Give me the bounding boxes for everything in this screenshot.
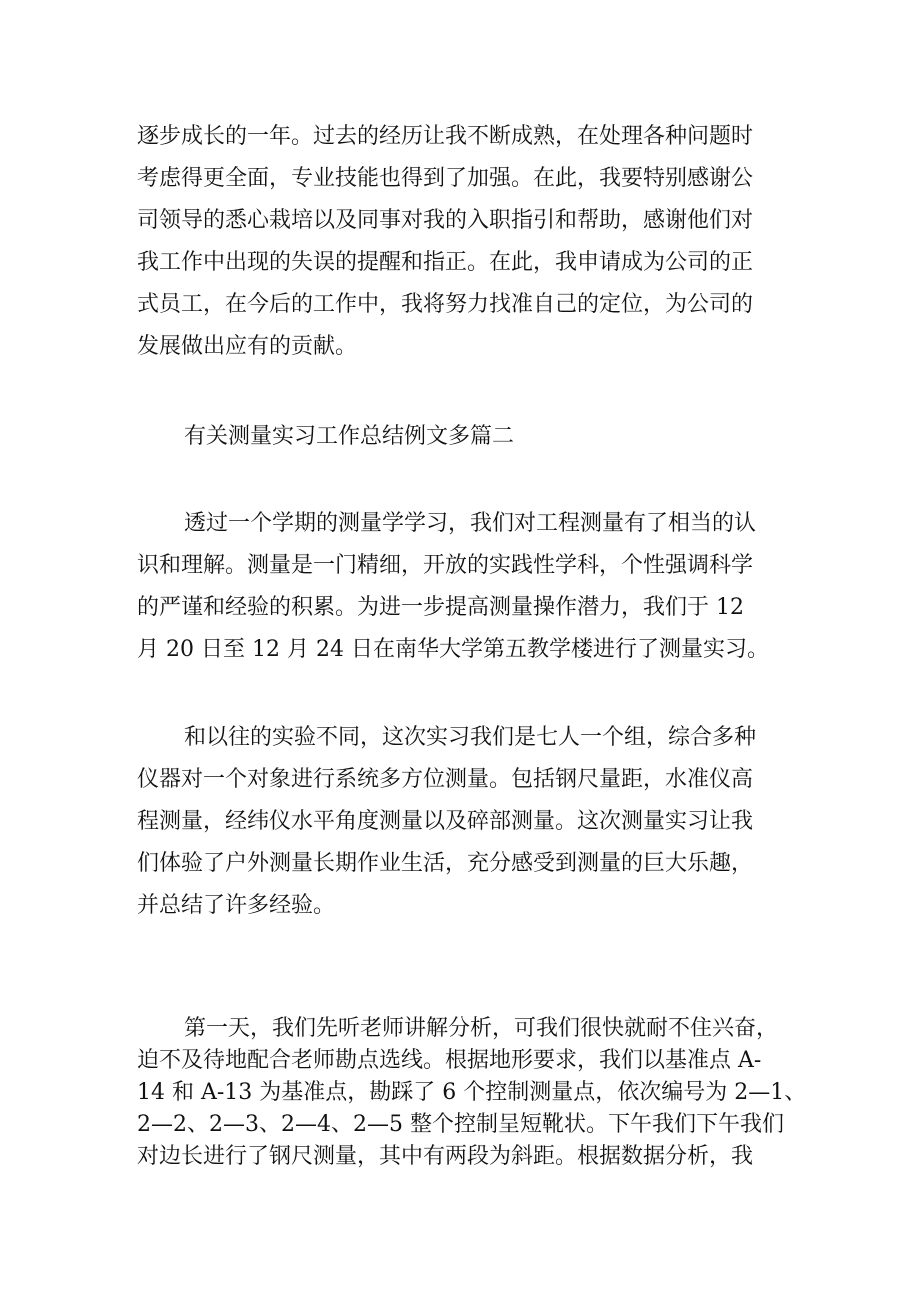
paragraph-4 [137, 1013, 807, 1173]
paragraph-line: 迫不及待地配合老师勘点选线。根据地形要求，我们以基准点 A- [137, 1048, 762, 1073]
paragraph-3 [137, 717, 787, 927]
paragraph-line: 司领导的悉心栽培以及同事对我的入职指引和帮助，感谢他们对 [137, 208, 754, 233]
paragraph-line: 第一天，我们先听老师讲解分析，可我们很快就耐不住兴奋， [184, 1016, 779, 1041]
section-heading [137, 416, 787, 458]
paragraph-line: 考虑得更全面，专业技能也得到了加强。在此，我要特别感谢公 [137, 166, 754, 191]
paragraph-line: 和以往的实验不同，这次实习我们是七人一个组，综合多种 [184, 725, 757, 750]
paragraph-line: 并总结了许多经验。 [137, 893, 336, 918]
paragraph-line: 式员工，在今后的工作中，我将努力找准自己的定位，为公司的 [137, 292, 754, 317]
paragraph-line: 程测量，经纬仪水平角度测量以及碎部测量。这次测量实习让我 [137, 809, 754, 834]
paragraph-line: 透过一个学期的测量学学习，我们对工程测量有了相当的认 [184, 511, 757, 536]
paragraph-line: 2—2、2—3、2—4、2—5 整个控制呈短靴状。下午我们下午我们 [137, 1112, 784, 1137]
paragraph-line: 14 和 A-13 为基准点，勘踩了 6 个控制测量点，依次编号为 2—1、 [137, 1080, 807, 1105]
paragraph-line: 仪器对一个对象进行系统多方位测量。包括钢尺量距，水准仪高 [137, 767, 754, 792]
paragraph-line: 对边长进行了钢尺测量，其中有两段为斜距。根据数据分析，我 [137, 1144, 754, 1169]
paragraph-line: 的严谨和经验的积累。为进一步提高测量操作潜力，我们于 12 [137, 595, 744, 620]
paragraph-2 [137, 503, 787, 671]
paragraph-line: 逐步成长的一年。过去的经历让我不断成熟，在处理各种问题时 [137, 124, 754, 149]
paragraph-line: 识和理解。测量是一门精细，开放的实践性学科，个性强调科学 [137, 553, 754, 578]
paragraph-line: 们体验了户外测量长期作业生活，充分感受到测量的巨大乐趣， [137, 851, 754, 876]
paragraph-line: 发展做出应有的贡献。 [137, 334, 358, 359]
paragraph-line: 月 20 日至 12 月 24 日在南华大学第五教学楼进行了测量实习。 [137, 637, 769, 662]
paragraph-line: 我工作中出现的失误的提醒和指正。在此，我申请成为公司的正 [137, 250, 754, 275]
section-heading-text: 有关测量实习工作总结例文多篇二 [184, 424, 515, 449]
paragraph-1 [137, 116, 787, 368]
